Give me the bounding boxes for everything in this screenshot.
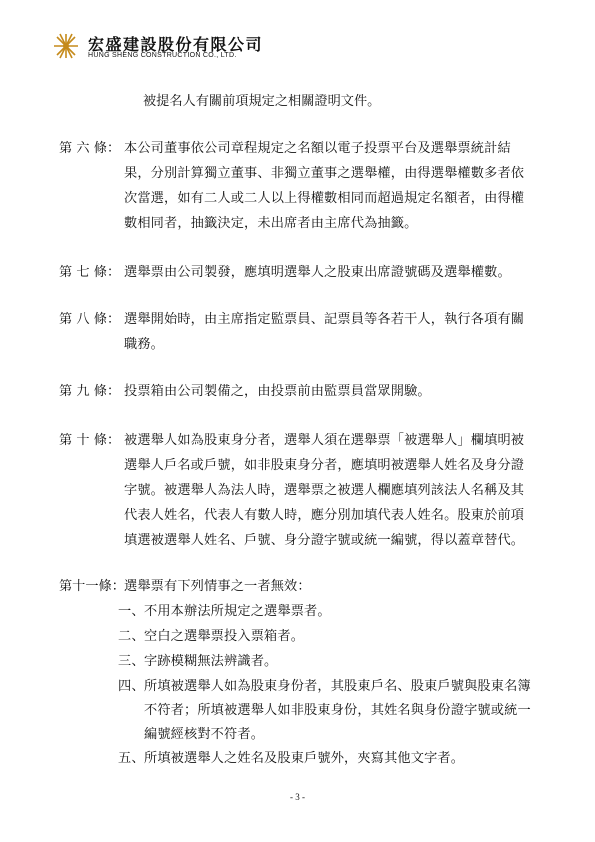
- company-name-english: HUNG SHENG CONSTRUCTION CO., LTD.: [88, 52, 237, 59]
- article-number: 第 十 條：: [59, 433, 121, 448]
- article-text-line: 選舉人戶名或戶號，如非股東身分者，應填明被選舉人姓名及身分證: [124, 458, 525, 473]
- article-text-line: 職務。: [124, 337, 165, 352]
- article-text-line: 選舉開始時，由主席指定監票員、記票員等各若干人，執行各項有關: [124, 312, 525, 327]
- company-name-chinese: 宏盛建設股份有限公司: [88, 35, 264, 54]
- article-text-line: 投票箱由公司製備之，由投票前由監票員當眾開驗。: [124, 384, 431, 399]
- list-item-text: 不符者；所填被選舉人如非股東身份，其姓名與身份證字號或統一: [144, 703, 531, 718]
- article-text-line: 字號。被選舉人為法人時，選舉票之被選人欄應填列該法人名稱及其: [124, 483, 525, 498]
- article-text-line: 本公司董事依公司章程規定之名額以電子投票平台及選舉票統計結: [124, 141, 511, 156]
- article-number: 第 八 條：: [59, 312, 121, 327]
- list-item-text: 所填被選舉人如為股東身份者，其股東戶名、股東戶號與股東名簿: [144, 679, 531, 694]
- article-number: 第 九 條：: [59, 384, 121, 399]
- article-text-line: 數相同者，抽籤決定，未出席者由主席代為抽籤。: [124, 216, 418, 231]
- article-text-line: 填選被選舉人姓名、戶號、身分證字號或統一編號，得以蓋章替代。: [124, 533, 525, 548]
- list-item-text: 所填被選舉人之姓名及股東戶號外，夾寫其他文字者。: [144, 751, 465, 766]
- list-item-text: 不用本辦法所規定之選舉票者。: [144, 604, 331, 619]
- article-text-line: 被選舉人如為股東身分者，選舉人須在選舉票「被選舉人」欄填明被: [124, 433, 525, 448]
- article-number: 第 六 條：: [59, 141, 121, 156]
- article-text-line: 果，分別計算獨立董事、非獨立董事之選舉權，由得選舉權數多者依: [124, 166, 525, 181]
- list-item-text: 空白之選舉票投入票箱者。: [144, 629, 305, 644]
- company-logo-icon: [50, 30, 82, 62]
- list-marker: 一、: [118, 604, 145, 619]
- list-marker: 五、: [118, 751, 145, 766]
- intro-line: 被提名人有關前項規定之相關證明文件。: [143, 94, 381, 109]
- list-item-text: 字跡模糊無法辨識者。: [144, 654, 278, 669]
- list-marker: 四、: [118, 679, 145, 694]
- article-text-line: 代表人姓名，代表人有數人時，應分別加填代表人姓名。股東於前項: [124, 508, 525, 523]
- article-number: 第十一條：: [59, 579, 125, 594]
- list-marker: 二、: [118, 629, 145, 644]
- article-number: 第 七 條：: [59, 265, 121, 280]
- list-item-text: 編號經核對不符者。: [144, 727, 265, 742]
- article-text-line: 次當選，如有二人或二人以上得權數相同而超過規定名額者，由得權: [124, 191, 525, 206]
- article-text-line: 選舉票由公司製發，應填明選舉人之股東出席證號碼及選舉權數。: [124, 265, 511, 280]
- list-marker: 三、: [118, 654, 145, 669]
- article-text-line: 選舉票有下列情事之一者無效：: [124, 579, 311, 594]
- page-number: - 3 -: [290, 792, 305, 802]
